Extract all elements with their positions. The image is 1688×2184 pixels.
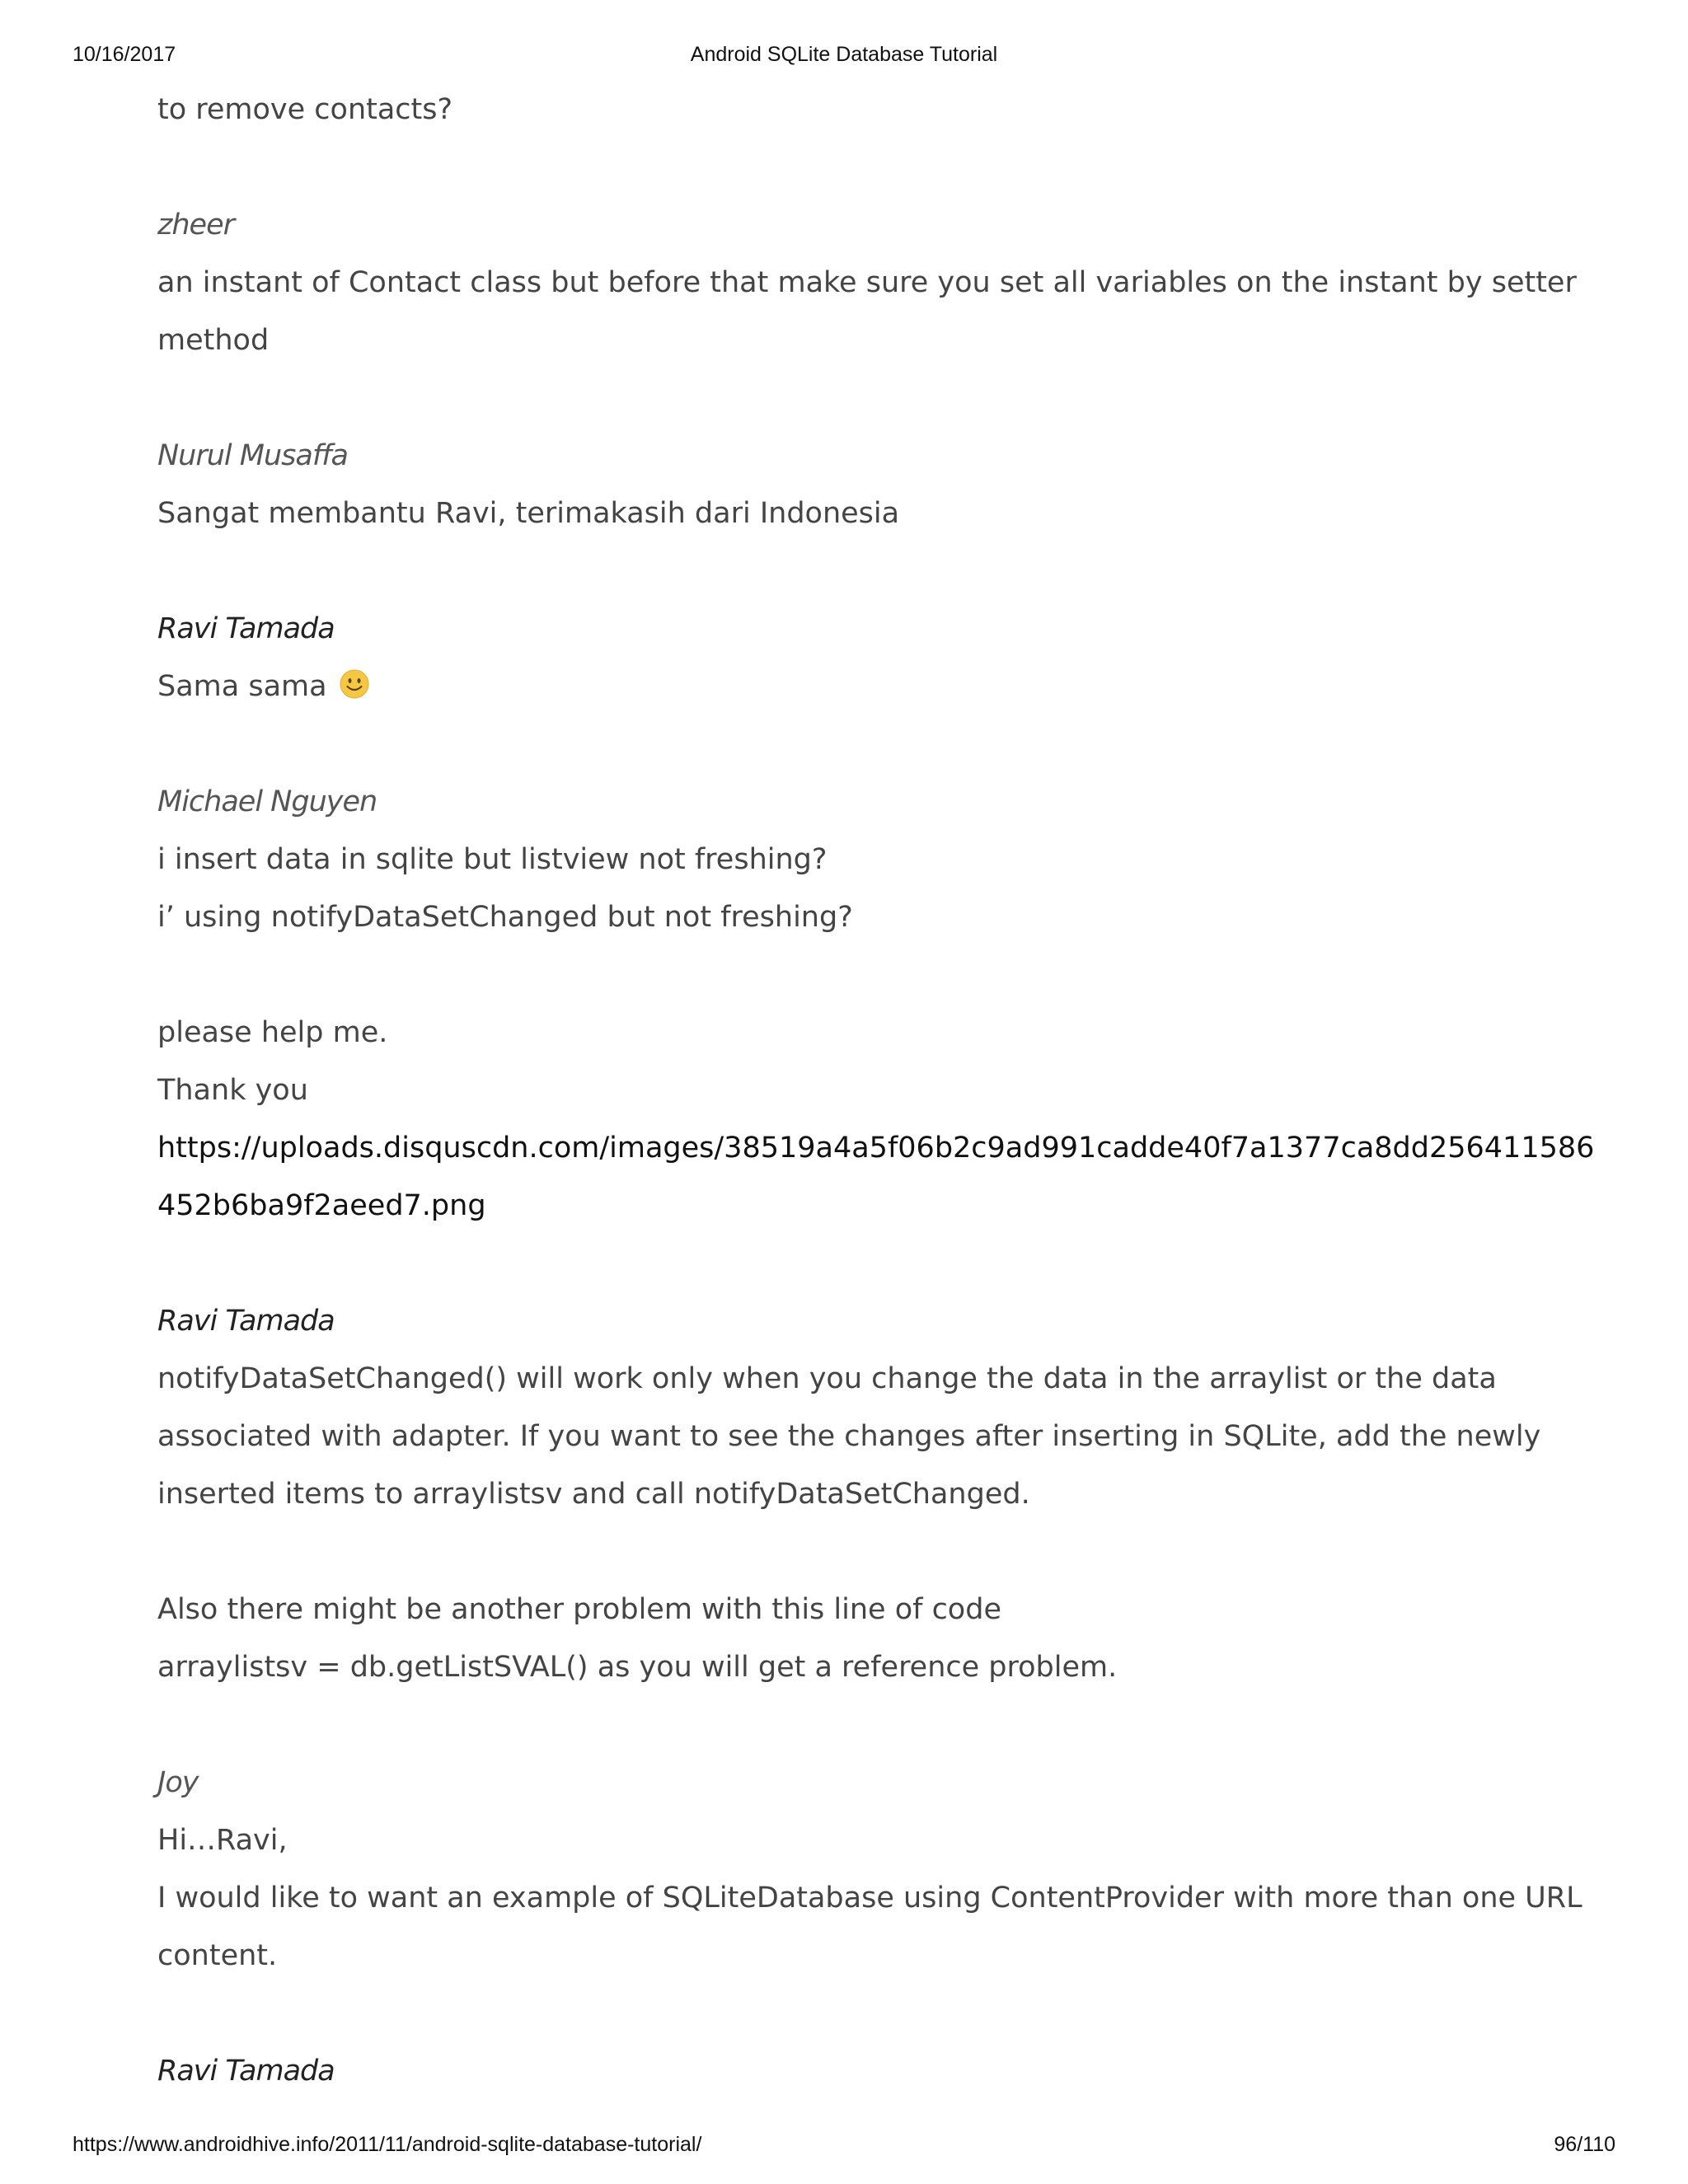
- page-url: https://www.androidhive.info/2011/11/android-sqlite-database-tutorial/: [73, 2133, 702, 2156]
- comment: [157, 1292, 1559, 1696]
- comment-author: Nurul Musaffa: [157, 439, 348, 472]
- image-link-continuation[interactable]: 452b6ba9f2aeed7.png: [157, 1189, 486, 1222]
- comment-author: Ravi Tamada: [157, 2055, 335, 2088]
- comment-text-line: arraylistsv = db.getListSVAL() as you will get a reference problem.: [157, 1651, 1118, 1684]
- comment: [157, 600, 1559, 715]
- comment: [157, 2042, 1559, 2100]
- comment: [157, 196, 1577, 369]
- print-footer: [73, 2133, 1615, 2163]
- comment-text-line: i insert data in sqlite but listview not freshing?: [157, 843, 828, 876]
- comment-text-line: Hi…Ravi,: [157, 1824, 288, 1857]
- comment-text-line: content.: [157, 1939, 278, 1972]
- comment-author: Joy: [157, 1766, 199, 1799]
- comment-author: Michael Nguyen: [157, 785, 377, 818]
- comment-author: Ravi Tamada: [157, 612, 335, 645]
- comment-text-line: method: [157, 324, 270, 357]
- comment-text-line: associated with adapter. If you want to see the changes after inserting in SQLite, add the newly: [157, 1420, 1541, 1453]
- print-date: 10/16/2017: [73, 43, 176, 66]
- page-number: 96/110: [1554, 2133, 1615, 2156]
- comment-text-line: Thank you: [157, 1074, 308, 1107]
- comment-text-line: notifyDataSetChanged() will work only when you change the data in the arraylist or the data: [157, 1362, 1497, 1395]
- comment-text-line: please help me.: [157, 1016, 388, 1049]
- comment-text-line: an instant of Contact class but before that make sure you set all variables on the instant by setter: [157, 266, 1577, 299]
- comment-text-line: inserted items to arraylistsv and call notifyDataSetChanged.: [157, 1478, 1030, 1511]
- comment: [157, 427, 1559, 542]
- comment: [157, 773, 1595, 1235]
- comment-author: Ravi Tamada: [157, 1305, 335, 1338]
- page-title: Android SQLite Database Tutorial: [690, 43, 998, 66]
- comment: [157, 1754, 1582, 1985]
- comment-text-line: Sangat membantu Ravi, terimakasih dari Indonesia: [157, 497, 900, 530]
- image-link[interactable]: https://uploads.disquscdn.com/images/38519a4a5f06b2c9ad991cadde40f7a1377ca8dd256411586: [157, 1132, 1595, 1165]
- comment-text-line: i’ using notifyDataSetChanged but not freshing?: [157, 901, 853, 934]
- comment-text-line: I would like to want an example of SQLiteDatabase using ContentProvider with more than one URL: [157, 1882, 1582, 1915]
- comment-author: zheer: [157, 209, 235, 241]
- comment-text: Sama sama: [157, 670, 327, 703]
- comment-continuation: to remove contacts?: [157, 93, 453, 126]
- comment-thread: [157, 81, 1595, 2100]
- smiley-icon: [340, 669, 369, 699]
- print-header: [73, 43, 1615, 73]
- comment-text-line: [157, 658, 1559, 715]
- comment-text-line: Also there might be another problem with this line of code: [157, 1593, 1001, 1626]
